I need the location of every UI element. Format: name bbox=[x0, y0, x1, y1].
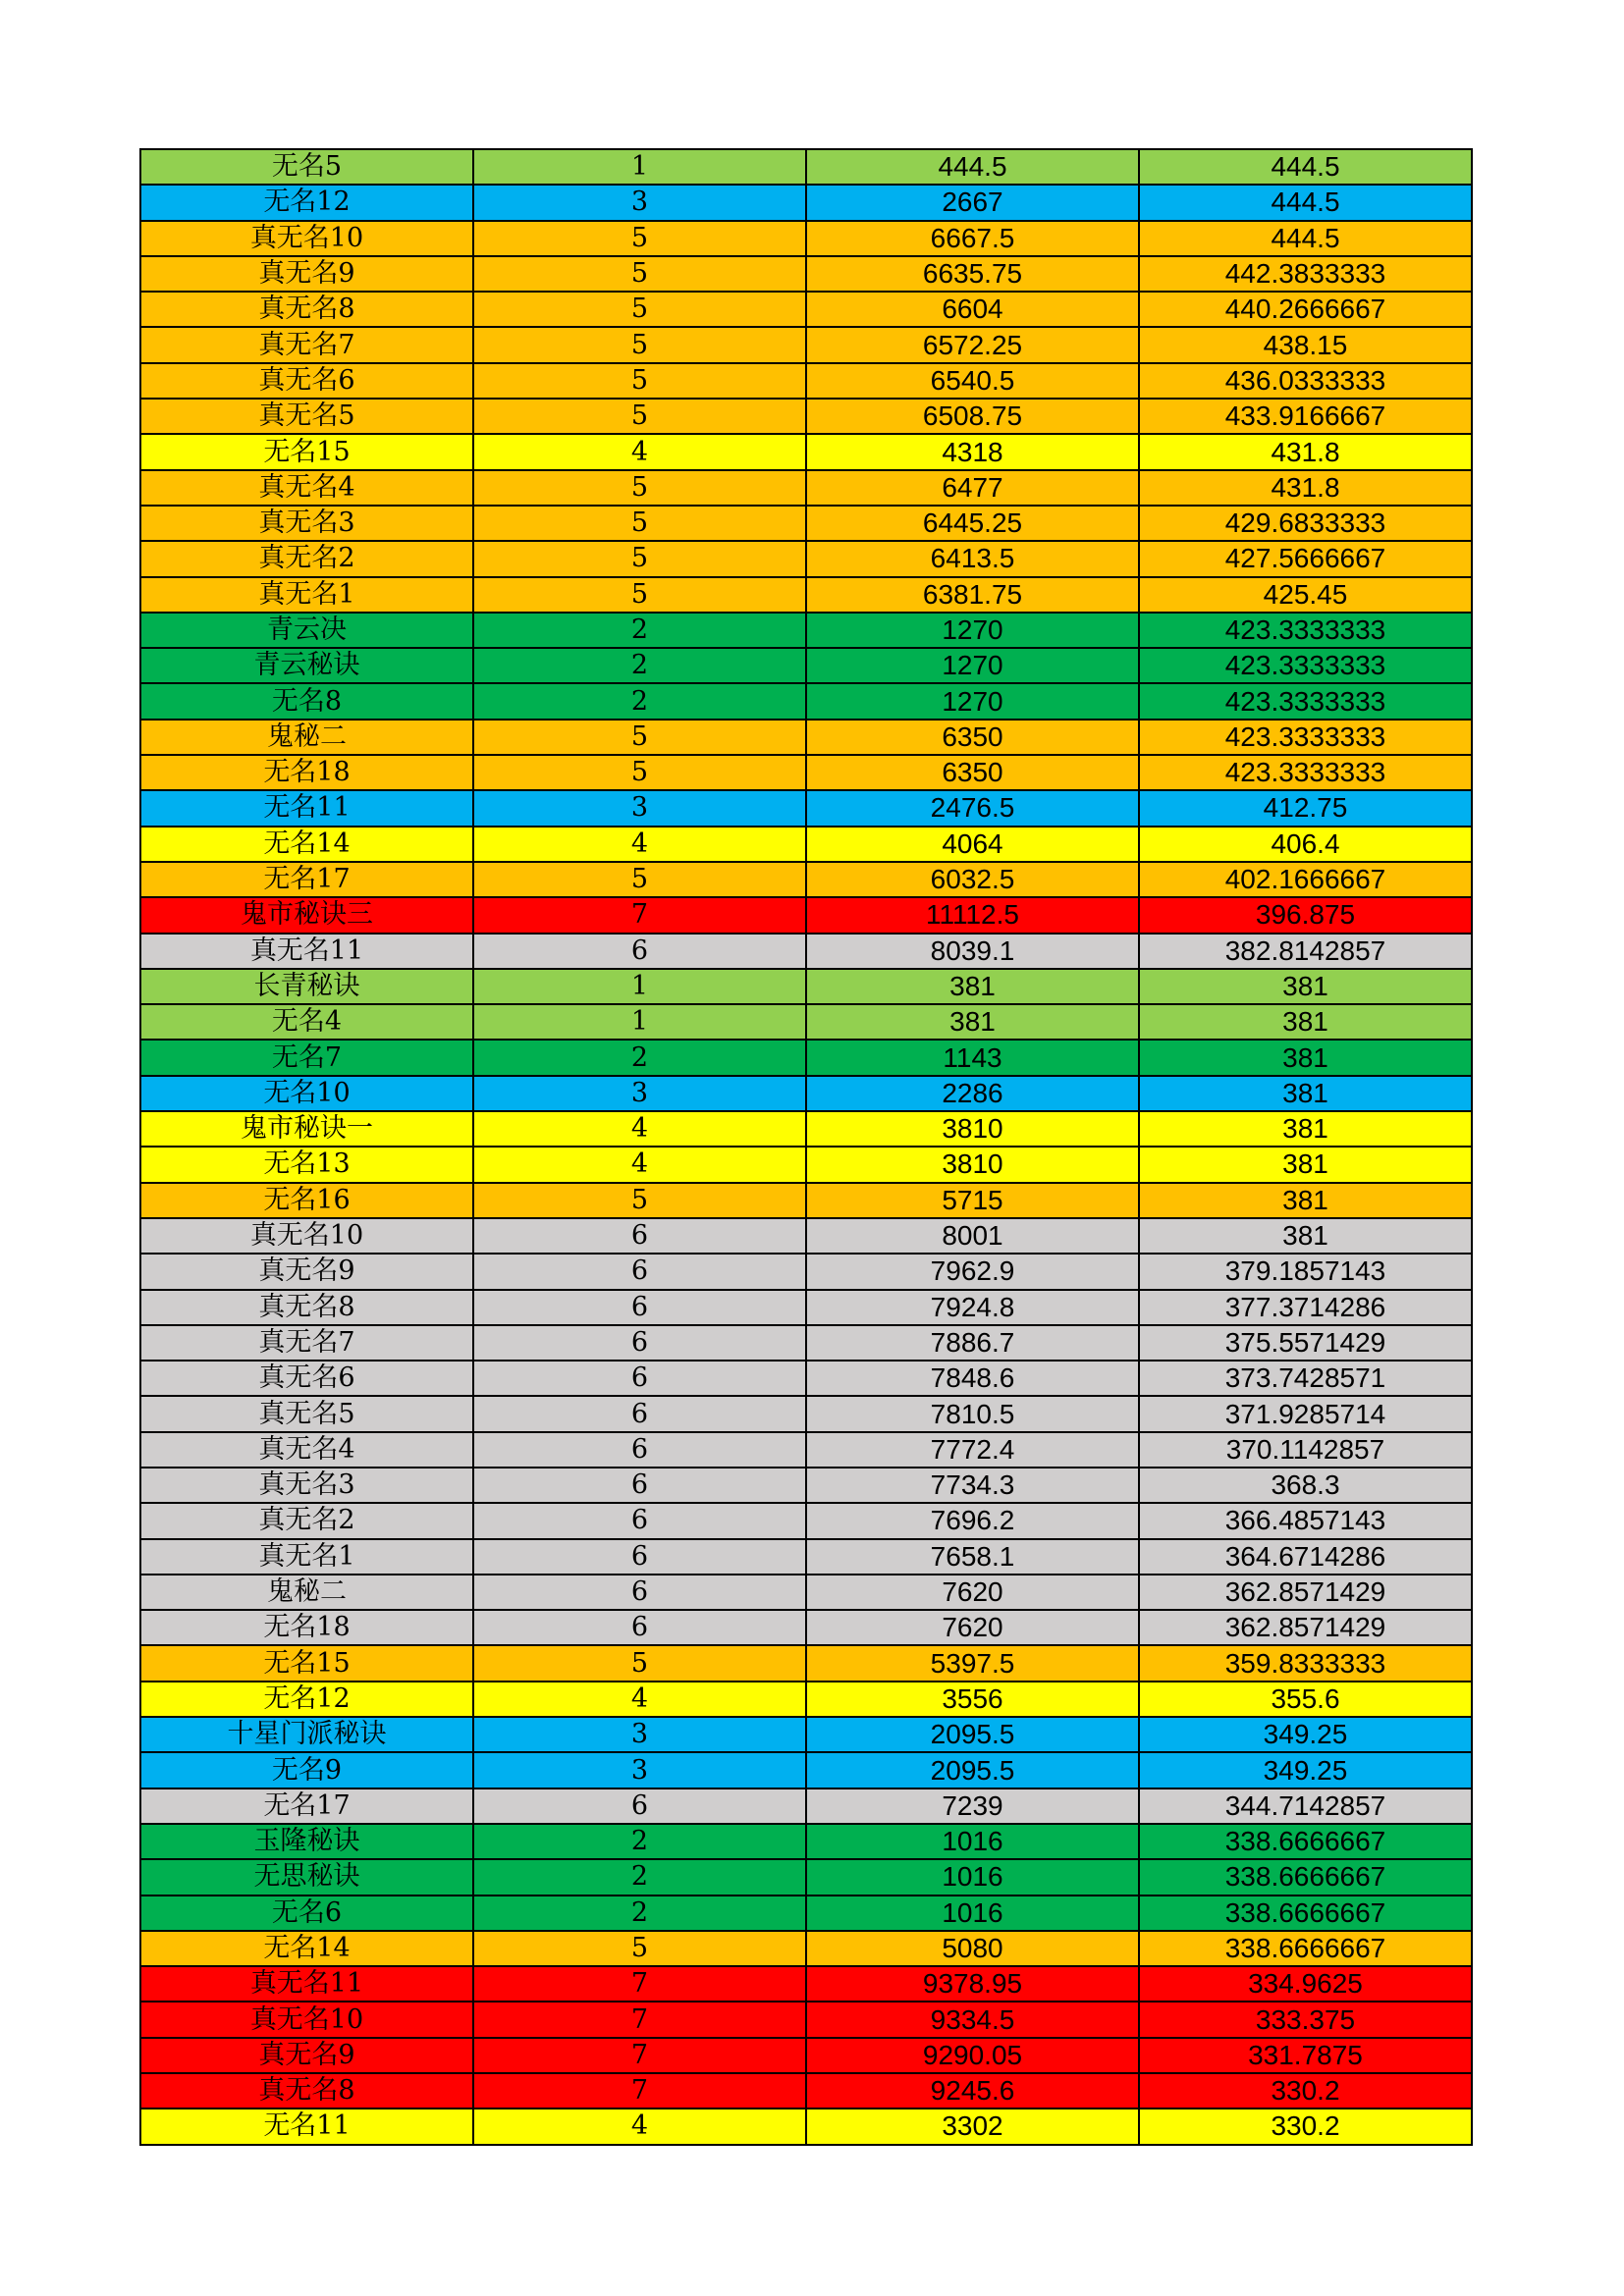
count-cell: 5 bbox=[473, 221, 806, 256]
total-cell: 9290.05 bbox=[806, 2038, 1139, 2073]
count-cell: 4 bbox=[473, 1147, 806, 1182]
name-cell: 无名9 bbox=[140, 1752, 473, 1788]
table-row bbox=[140, 1896, 1472, 1931]
total-cell: 7886.7 bbox=[806, 1325, 1139, 1361]
table-row bbox=[140, 683, 1472, 719]
count-cell: 6 bbox=[473, 1325, 806, 1361]
average-cell: 362.8571429 bbox=[1139, 1610, 1472, 1645]
total-cell: 6604 bbox=[806, 292, 1139, 327]
name-cell: 无名5 bbox=[140, 149, 473, 185]
average-cell: 330.2 bbox=[1139, 2109, 1472, 2144]
total-cell: 7620 bbox=[806, 1610, 1139, 1645]
average-cell: 438.15 bbox=[1139, 327, 1472, 362]
name-cell: 无名4 bbox=[140, 1004, 473, 1040]
average-cell: 444.5 bbox=[1139, 185, 1472, 220]
total-cell: 444.5 bbox=[806, 149, 1139, 185]
total-cell: 6032.5 bbox=[806, 862, 1139, 897]
name-cell: 真无名4 bbox=[140, 470, 473, 506]
name-cell: 真无名5 bbox=[140, 399, 473, 434]
table-row bbox=[140, 934, 1472, 969]
average-cell: 375.5571429 bbox=[1139, 1325, 1472, 1361]
count-cell: 6 bbox=[473, 934, 806, 969]
table-row bbox=[140, 1290, 1472, 1325]
name-cell: 无名6 bbox=[140, 1896, 473, 1931]
average-cell: 381 bbox=[1139, 1004, 1472, 1040]
count-cell: 5 bbox=[473, 470, 806, 506]
total-cell: 2095.5 bbox=[806, 1717, 1139, 1752]
count-cell: 6 bbox=[473, 1789, 806, 1824]
count-cell: 5 bbox=[473, 1645, 806, 1681]
average-cell: 429.6833333 bbox=[1139, 506, 1472, 541]
total-cell: 6413.5 bbox=[806, 541, 1139, 576]
name-cell: 真无名2 bbox=[140, 1503, 473, 1538]
average-cell: 431.8 bbox=[1139, 434, 1472, 469]
total-cell: 3302 bbox=[806, 2109, 1139, 2144]
average-cell: 338.6666667 bbox=[1139, 1896, 1472, 1931]
table-row bbox=[140, 1717, 1472, 1752]
name-cell: 真无名9 bbox=[140, 1254, 473, 1289]
count-cell: 6 bbox=[473, 1361, 806, 1396]
count-cell: 7 bbox=[473, 1966, 806, 2002]
average-cell: 370.1142857 bbox=[1139, 1432, 1472, 1468]
average-cell: 359.8333333 bbox=[1139, 1645, 1472, 1681]
average-cell: 382.8142857 bbox=[1139, 934, 1472, 969]
average-cell: 423.3333333 bbox=[1139, 648, 1472, 683]
average-cell: 442.3833333 bbox=[1139, 256, 1472, 292]
table-body bbox=[140, 149, 1472, 2145]
total-cell: 1143 bbox=[806, 1040, 1139, 1075]
name-cell: 无名7 bbox=[140, 1040, 473, 1075]
average-cell: 402.1666667 bbox=[1139, 862, 1472, 897]
average-cell: 381 bbox=[1139, 1111, 1472, 1147]
total-cell: 6381.75 bbox=[806, 577, 1139, 613]
table-row bbox=[140, 2002, 1472, 2037]
table-row bbox=[140, 648, 1472, 683]
count-cell: 5 bbox=[473, 577, 806, 613]
count-cell: 2 bbox=[473, 648, 806, 683]
total-cell: 9334.5 bbox=[806, 2002, 1139, 2037]
total-cell: 9378.95 bbox=[806, 1966, 1139, 2002]
average-cell: 344.7142857 bbox=[1139, 1789, 1472, 1824]
table-row bbox=[140, 1645, 1472, 1681]
name-cell: 真无名3 bbox=[140, 1468, 473, 1503]
name-cell: 无名14 bbox=[140, 1931, 473, 1966]
name-cell: 无名8 bbox=[140, 683, 473, 719]
count-cell: 5 bbox=[473, 1931, 806, 1966]
total-cell: 7772.4 bbox=[806, 1432, 1139, 1468]
table-row bbox=[140, 434, 1472, 469]
total-cell: 8039.1 bbox=[806, 934, 1139, 969]
total-cell: 5397.5 bbox=[806, 1645, 1139, 1681]
average-cell: 366.4857143 bbox=[1139, 1503, 1472, 1538]
name-cell: 真无名6 bbox=[140, 363, 473, 399]
table-row bbox=[140, 185, 1472, 220]
total-cell: 1016 bbox=[806, 1824, 1139, 1859]
table-row bbox=[140, 256, 1472, 292]
table-row bbox=[140, 2073, 1472, 2109]
table-row bbox=[140, 1468, 1472, 1503]
total-cell: 6540.5 bbox=[806, 363, 1139, 399]
total-cell: 4064 bbox=[806, 827, 1139, 862]
table-row bbox=[140, 1361, 1472, 1396]
name-cell: 无名13 bbox=[140, 1147, 473, 1182]
average-cell: 333.375 bbox=[1139, 2002, 1472, 2037]
average-cell: 381 bbox=[1139, 1218, 1472, 1254]
total-cell: 3810 bbox=[806, 1111, 1139, 1147]
average-cell: 355.6 bbox=[1139, 1682, 1472, 1717]
count-cell: 6 bbox=[473, 1218, 806, 1254]
count-cell: 6 bbox=[473, 1468, 806, 1503]
count-cell: 2 bbox=[473, 613, 806, 648]
table-row bbox=[140, 1859, 1472, 1895]
total-cell: 381 bbox=[806, 969, 1139, 1004]
total-cell: 2286 bbox=[806, 1076, 1139, 1111]
count-cell: 7 bbox=[473, 2073, 806, 2109]
count-cell: 5 bbox=[473, 327, 806, 362]
table-row bbox=[140, 363, 1472, 399]
count-cell: 5 bbox=[473, 506, 806, 541]
count-cell: 6 bbox=[473, 1539, 806, 1575]
total-cell: 5080 bbox=[806, 1931, 1139, 1966]
name-cell: 真无名4 bbox=[140, 1432, 473, 1468]
average-cell: 330.2 bbox=[1139, 2073, 1472, 2109]
count-cell: 4 bbox=[473, 1111, 806, 1147]
total-cell: 6635.75 bbox=[806, 256, 1139, 292]
count-cell: 1 bbox=[473, 969, 806, 1004]
total-cell: 1270 bbox=[806, 613, 1139, 648]
average-cell: 396.875 bbox=[1139, 897, 1472, 933]
table-row bbox=[140, 2038, 1472, 2073]
name-cell: 鬼市秘诀一 bbox=[140, 1111, 473, 1147]
name-cell: 真无名9 bbox=[140, 256, 473, 292]
count-cell: 1 bbox=[473, 149, 806, 185]
average-cell: 444.5 bbox=[1139, 149, 1472, 185]
total-cell: 2667 bbox=[806, 185, 1139, 220]
count-cell: 6 bbox=[473, 1396, 806, 1431]
table-row bbox=[140, 827, 1472, 862]
name-cell: 真无名7 bbox=[140, 327, 473, 362]
table-row bbox=[140, 1539, 1472, 1575]
total-cell: 6667.5 bbox=[806, 221, 1139, 256]
average-cell: 423.3333333 bbox=[1139, 720, 1472, 755]
count-cell: 6 bbox=[473, 1503, 806, 1538]
table-row bbox=[140, 541, 1472, 576]
name-cell: 真无名8 bbox=[140, 2073, 473, 2109]
total-cell: 9245.6 bbox=[806, 2073, 1139, 2109]
table-row bbox=[140, 1824, 1472, 1859]
name-cell: 无名12 bbox=[140, 185, 473, 220]
average-cell: 338.6666667 bbox=[1139, 1931, 1472, 1966]
count-cell: 4 bbox=[473, 2109, 806, 2144]
count-cell: 3 bbox=[473, 1717, 806, 1752]
count-cell: 6 bbox=[473, 1610, 806, 1645]
table-row bbox=[140, 1752, 1472, 1788]
table-row bbox=[140, 470, 1472, 506]
count-cell: 5 bbox=[473, 755, 806, 790]
total-cell: 7658.1 bbox=[806, 1539, 1139, 1575]
average-cell: 433.9166667 bbox=[1139, 399, 1472, 434]
name-cell: 长青秘诀 bbox=[140, 969, 473, 1004]
name-cell: 真无名10 bbox=[140, 1218, 473, 1254]
count-cell: 5 bbox=[473, 292, 806, 327]
table-row bbox=[140, 1218, 1472, 1254]
total-cell: 7620 bbox=[806, 1575, 1139, 1610]
total-cell: 1270 bbox=[806, 683, 1139, 719]
count-cell: 2 bbox=[473, 683, 806, 719]
total-cell: 381 bbox=[806, 1004, 1139, 1040]
table-row bbox=[140, 506, 1472, 541]
total-cell: 6350 bbox=[806, 720, 1139, 755]
table-row bbox=[140, 149, 1472, 185]
total-cell: 7239 bbox=[806, 1789, 1139, 1824]
total-cell: 11112.5 bbox=[806, 897, 1139, 933]
average-cell: 406.4 bbox=[1139, 827, 1472, 862]
count-cell: 4 bbox=[473, 434, 806, 469]
count-cell: 3 bbox=[473, 1076, 806, 1111]
name-cell: 无名17 bbox=[140, 862, 473, 897]
name-cell: 真无名8 bbox=[140, 292, 473, 327]
count-cell: 1 bbox=[473, 1004, 806, 1040]
name-cell: 无名16 bbox=[140, 1183, 473, 1218]
total-cell: 7848.6 bbox=[806, 1361, 1139, 1396]
table-row bbox=[140, 1503, 1472, 1538]
total-cell: 3556 bbox=[806, 1682, 1139, 1717]
average-cell: 381 bbox=[1139, 1147, 1472, 1182]
name-cell: 无名17 bbox=[140, 1789, 473, 1824]
count-cell: 6 bbox=[473, 1290, 806, 1325]
name-cell: 十星门派秘诀 bbox=[140, 1717, 473, 1752]
count-cell: 5 bbox=[473, 862, 806, 897]
name-cell: 青云秘诀 bbox=[140, 648, 473, 683]
count-cell: 5 bbox=[473, 1183, 806, 1218]
table-row bbox=[140, 790, 1472, 826]
name-cell: 无名10 bbox=[140, 1076, 473, 1111]
total-cell: 1016 bbox=[806, 1896, 1139, 1931]
table-row bbox=[140, 1789, 1472, 1824]
table-row bbox=[140, 755, 1472, 790]
average-cell: 431.8 bbox=[1139, 470, 1472, 506]
count-cell: 3 bbox=[473, 790, 806, 826]
name-cell: 真无名3 bbox=[140, 506, 473, 541]
count-cell: 2 bbox=[473, 1824, 806, 1859]
count-cell: 6 bbox=[473, 1254, 806, 1289]
name-cell: 无名18 bbox=[140, 1610, 473, 1645]
name-cell: 真无名8 bbox=[140, 1290, 473, 1325]
table-row bbox=[140, 292, 1472, 327]
table-row bbox=[140, 1682, 1472, 1717]
table-row bbox=[140, 1931, 1472, 1966]
average-cell: 349.25 bbox=[1139, 1717, 1472, 1752]
total-cell: 4318 bbox=[806, 434, 1139, 469]
count-cell: 3 bbox=[473, 185, 806, 220]
count-cell: 5 bbox=[473, 363, 806, 399]
table-row bbox=[140, 1575, 1472, 1610]
name-cell: 青云决 bbox=[140, 613, 473, 648]
count-cell: 6 bbox=[473, 1575, 806, 1610]
table-row bbox=[140, 613, 1472, 648]
name-cell: 无名18 bbox=[140, 755, 473, 790]
name-cell: 无名12 bbox=[140, 1682, 473, 1717]
name-cell: 鬼秘二 bbox=[140, 720, 473, 755]
average-cell: 436.0333333 bbox=[1139, 363, 1472, 399]
table-row bbox=[140, 221, 1472, 256]
average-cell: 371.9285714 bbox=[1139, 1396, 1472, 1431]
count-cell: 2 bbox=[473, 1040, 806, 1075]
name-cell: 无名15 bbox=[140, 1645, 473, 1681]
total-cell: 7696.2 bbox=[806, 1503, 1139, 1538]
table-row bbox=[140, 1111, 1472, 1147]
table-row bbox=[140, 327, 1472, 362]
average-cell: 381 bbox=[1139, 969, 1472, 1004]
total-cell: 6445.25 bbox=[806, 506, 1139, 541]
total-cell: 6477 bbox=[806, 470, 1139, 506]
average-cell: 349.25 bbox=[1139, 1752, 1472, 1788]
average-cell: 381 bbox=[1139, 1183, 1472, 1218]
data-table bbox=[139, 148, 1473, 2146]
table-row bbox=[140, 969, 1472, 1004]
table-row bbox=[140, 399, 1472, 434]
name-cell: 玉隆秘诀 bbox=[140, 1824, 473, 1859]
count-cell: 7 bbox=[473, 897, 806, 933]
name-cell: 无名14 bbox=[140, 827, 473, 862]
count-cell: 7 bbox=[473, 2002, 806, 2037]
count-cell: 5 bbox=[473, 541, 806, 576]
average-cell: 444.5 bbox=[1139, 221, 1472, 256]
name-cell: 真无名1 bbox=[140, 577, 473, 613]
name-cell: 真无名10 bbox=[140, 2002, 473, 2037]
table-row bbox=[140, 1004, 1472, 1040]
table-row bbox=[140, 1183, 1472, 1218]
total-cell: 2476.5 bbox=[806, 790, 1139, 826]
name-cell: 真无名10 bbox=[140, 221, 473, 256]
table-row bbox=[140, 577, 1472, 613]
table-row bbox=[140, 1610, 1472, 1645]
average-cell: 362.8571429 bbox=[1139, 1575, 1472, 1610]
table-row bbox=[140, 2109, 1472, 2144]
average-cell: 427.5666667 bbox=[1139, 541, 1472, 576]
count-cell: 5 bbox=[473, 720, 806, 755]
name-cell: 真无名1 bbox=[140, 1539, 473, 1575]
count-cell: 4 bbox=[473, 827, 806, 862]
total-cell: 6508.75 bbox=[806, 399, 1139, 434]
total-cell: 5715 bbox=[806, 1183, 1139, 1218]
average-cell: 412.75 bbox=[1139, 790, 1472, 826]
table-row bbox=[140, 1966, 1472, 2002]
name-cell: 真无名7 bbox=[140, 1325, 473, 1361]
average-cell: 338.6666667 bbox=[1139, 1859, 1472, 1895]
average-cell: 423.3333333 bbox=[1139, 613, 1472, 648]
total-cell: 7924.8 bbox=[806, 1290, 1139, 1325]
table-row bbox=[140, 862, 1472, 897]
average-cell: 368.3 bbox=[1139, 1468, 1472, 1503]
total-cell: 6350 bbox=[806, 755, 1139, 790]
table-row bbox=[140, 1147, 1472, 1182]
average-cell: 425.45 bbox=[1139, 577, 1472, 613]
table-row bbox=[140, 1254, 1472, 1289]
average-cell: 423.3333333 bbox=[1139, 683, 1472, 719]
count-cell: 6 bbox=[473, 1432, 806, 1468]
average-cell: 338.6666667 bbox=[1139, 1824, 1472, 1859]
total-cell: 1270 bbox=[806, 648, 1139, 683]
average-cell: 379.1857143 bbox=[1139, 1254, 1472, 1289]
name-cell: 无思秘诀 bbox=[140, 1859, 473, 1895]
average-cell: 440.2666667 bbox=[1139, 292, 1472, 327]
table-row bbox=[140, 720, 1472, 755]
name-cell: 真无名11 bbox=[140, 1966, 473, 2002]
average-cell: 381 bbox=[1139, 1040, 1472, 1075]
count-cell: 7 bbox=[473, 2038, 806, 2073]
total-cell: 7810.5 bbox=[806, 1396, 1139, 1431]
count-cell: 2 bbox=[473, 1896, 806, 1931]
average-cell: 364.6714286 bbox=[1139, 1539, 1472, 1575]
total-cell: 6572.25 bbox=[806, 327, 1139, 362]
total-cell: 3810 bbox=[806, 1147, 1139, 1182]
total-cell: 7734.3 bbox=[806, 1468, 1139, 1503]
name-cell: 真无名6 bbox=[140, 1361, 473, 1396]
average-cell: 331.7875 bbox=[1139, 2038, 1472, 2073]
count-cell: 4 bbox=[473, 1682, 806, 1717]
name-cell: 真无名2 bbox=[140, 541, 473, 576]
name-cell: 无名15 bbox=[140, 434, 473, 469]
table-row bbox=[140, 1396, 1472, 1431]
average-cell: 377.3714286 bbox=[1139, 1290, 1472, 1325]
name-cell: 无名11 bbox=[140, 2109, 473, 2144]
table-row bbox=[140, 1040, 1472, 1075]
table-row bbox=[140, 1432, 1472, 1468]
average-cell: 423.3333333 bbox=[1139, 755, 1472, 790]
total-cell: 8001 bbox=[806, 1218, 1139, 1254]
name-cell: 真无名5 bbox=[140, 1396, 473, 1431]
table-row bbox=[140, 897, 1472, 933]
average-cell: 373.7428571 bbox=[1139, 1361, 1472, 1396]
count-cell: 5 bbox=[473, 256, 806, 292]
count-cell: 2 bbox=[473, 1859, 806, 1895]
count-cell: 5 bbox=[473, 399, 806, 434]
average-cell: 334.9625 bbox=[1139, 1966, 1472, 2002]
name-cell: 鬼秘二 bbox=[140, 1575, 473, 1610]
name-cell: 鬼市秘诀三 bbox=[140, 897, 473, 933]
table-row bbox=[140, 1076, 1472, 1111]
name-cell: 真无名9 bbox=[140, 2038, 473, 2073]
average-cell: 381 bbox=[1139, 1076, 1472, 1111]
total-cell: 1016 bbox=[806, 1859, 1139, 1895]
count-cell: 3 bbox=[473, 1752, 806, 1788]
name-cell: 无名11 bbox=[140, 790, 473, 826]
total-cell: 2095.5 bbox=[806, 1752, 1139, 1788]
name-cell: 真无名11 bbox=[140, 934, 473, 969]
table-row bbox=[140, 1325, 1472, 1361]
total-cell: 7962.9 bbox=[806, 1254, 1139, 1289]
